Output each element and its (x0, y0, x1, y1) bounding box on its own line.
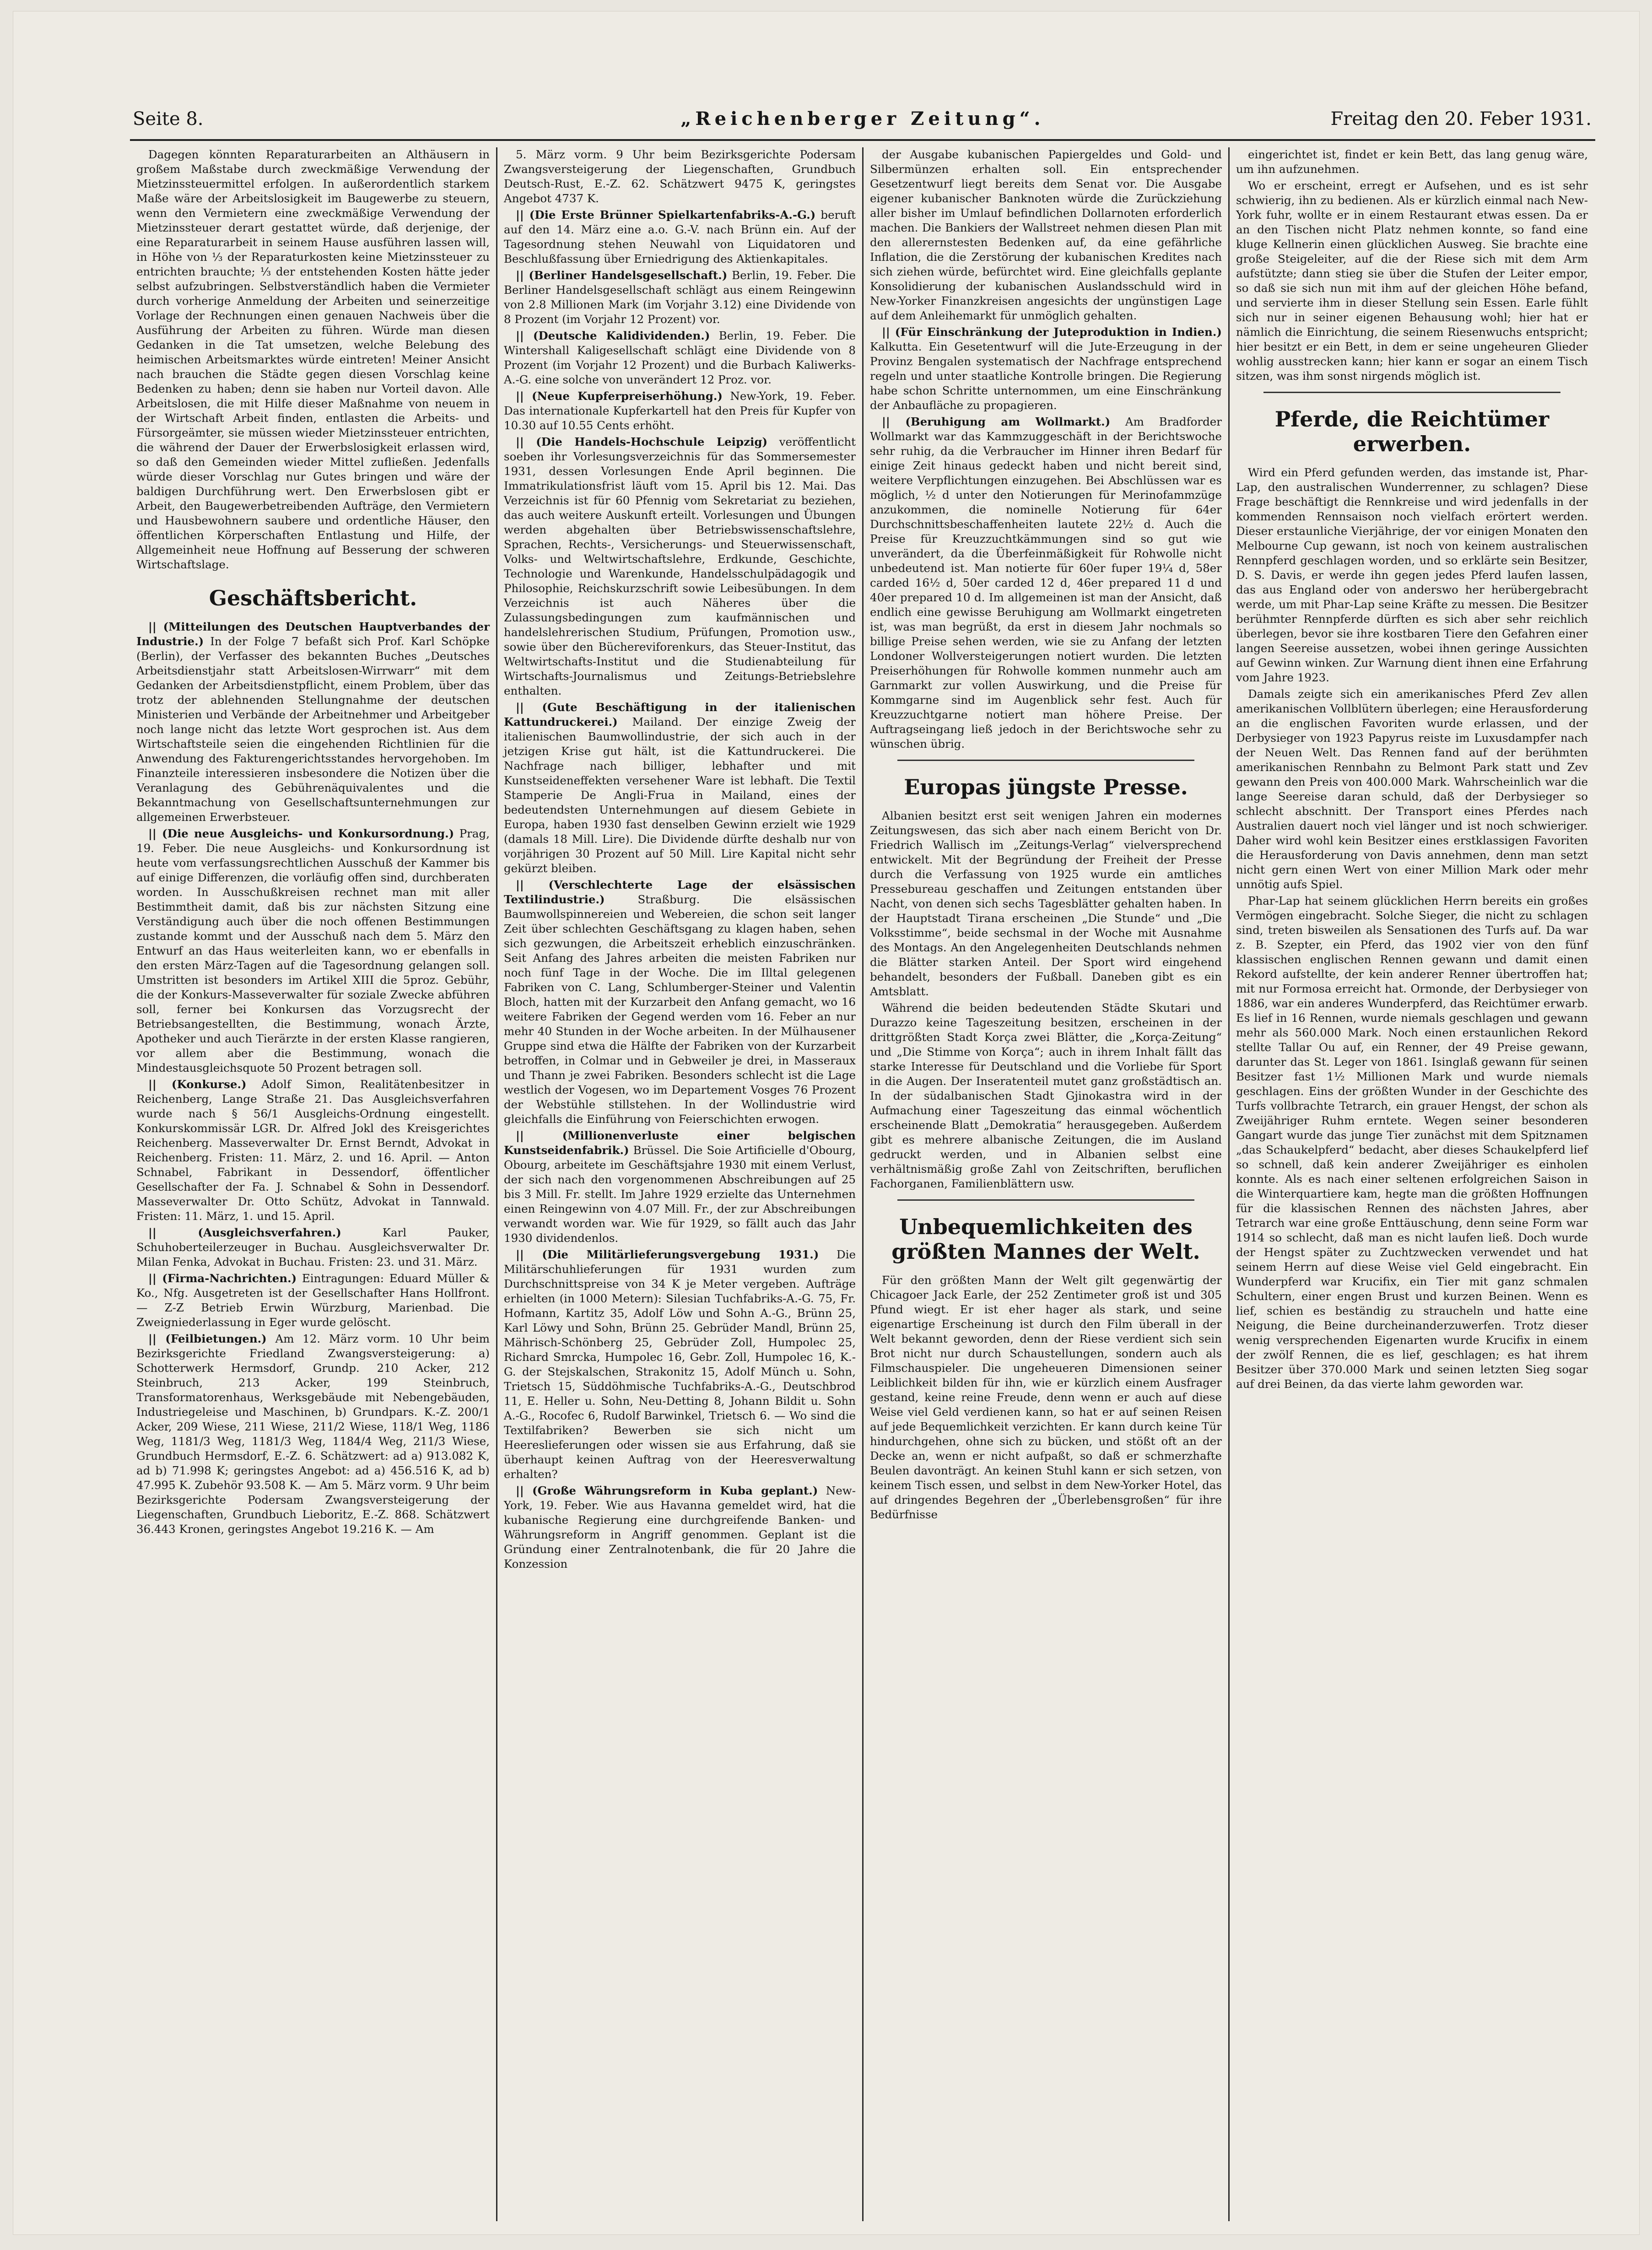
news-item (504, 208, 856, 266)
news-item-body: In der Folge 7 befaßt sich Prof. Karl Schöpke (Berlin), der Verfasser des bekannten Buches „Deutsches Arbeitsdienstjahr statt Arbeitslosen-Wirrwarr“ mit dem Gedanken der Arbeitsdienstpflicht, einem Problem, über das trotz der ablehnenden Stellungnahme der deutschen Ministerien und Verbände der Arbeitnehmer und Arbeitgeber noch lange nicht das letzte Wort gesprochen ist. Aus dem Wirtschaftsteile seien die eingehenden Richtlinien für die Anwendung des Fakturengerichtsstandes hervorgehoben. Im Finanzteile interessieren insbesondere die Notizen über die Veranlagung des Gebührenäquivalentes und die Bekanntmachung von Gesellschaftsunternehmungen zur allgemeinen Erwerbsteuer. (136, 635, 490, 824)
news-item-lead: || (Deutsche Kalidividenden.) (516, 329, 710, 342)
news-item-lead: || (Die Militärlieferungsvergebung 1931.) (516, 1248, 819, 1261)
news-item (136, 1077, 490, 1224)
news-item-body: Eintragungen: Eduard Müller & Ko., Nfg. Ausgetreten ist der Gesellschafter Hans Hollfront. — Z-Z Betrieb Erwin Würzburg, Marienbad. Die Zweigniederlassung in Eger wurde gelöscht. (136, 1272, 490, 1329)
columns (130, 147, 1595, 2221)
section-divider (1263, 392, 1560, 393)
article-paragraph: Albanien besitzt erst seit wenigen Jahren ein modernes Zeitungswesen, das sich aber nach einem Bericht von Dr. Friedrich Wallisch im „Zeitungs-Verlag“ vielversprechend entwickelt. Mit der Begründung der Freiheit der Presse durch die Verfassung von 1925 wurde ein amtliches Pressebureau geschaffen und Zeitungen entstanden über Nacht, von denen sich sechs Tagesblätter gehalten haben. In der Hauptstadt Tirana erscheinen „Die Stunde“ und „Die Volksstimme“, beide sechsmal in der Woche mit Ausnahme des Montags. An den Angelegenheiten Deutschlands nehmen die Blätter starken Anteil. Der Sport wird eingehend behandelt, besonders der Fußball. Daneben gibt es ein Amtsblatt. (870, 809, 1222, 998)
news-item-lead: || (Verschlechterte Lage der elsässischen Textilindustrie.) (504, 878, 856, 906)
column-1 (130, 147, 496, 2221)
news-item (504, 389, 856, 433)
article-heading-pferde: Pferde, die Reichtümer erwerben. (1274, 407, 1549, 456)
news-item (136, 826, 490, 1075)
news-item-lead: || (Firma-Nachrichten.) (148, 1272, 297, 1285)
news-item (504, 435, 856, 698)
page-header (130, 107, 1595, 141)
news-item (870, 415, 1222, 751)
news-item (504, 878, 856, 1127)
article-paragraph: Wo er erscheint, erregt er Aufsehen, und es ist sehr schwierig, ihn zu bedienen. Als er kürzlich einmal nach New-York fuhr, wollte er in einem Restaurant etwas essen. Da er an den Tischen nicht Platz nehmen konnte, so fand eine kluge Kellnerin einen glücklichen Ausweg. Sie brachte eine große Steigeleiter, auf die der Riese sich mit dem Arm aufstützte; dann stieg sie über die Stufen der Leiter empor, so daß sie sich nun mit ihm auf der gleichen Höhe befand, und servierte ihm in dieser Stellung sein Essen. Earle fühlt sich nur in seiner eigenen Behausung wohl; hier hat er nämlich die Einrichtung, die seinem Riesenwuchs entspricht; hier besitzt er ein Bett, in dem er seine ungeheuren Glieder wohlig ausstrecken kann; hier kann er sogar an einem Tisch sitzen, was ihm sonst nirgends möglich ist. (1236, 179, 1588, 383)
news-item: 5. März vorm. 9 Uhr beim Bezirksgerichte Podersam Zwangsversteigerung der Liegenschaften, Grundbuch Deutsch-Rust, E.-Z. 62. Schätzwert 9475 K, geringstes Angebot 4737 K. (504, 148, 856, 205)
newspaper-page (130, 107, 1595, 2221)
news-item-body: beruft auf den 14. März eine a.o. G.-V. nach Brünn ein. Auf der Tagesordnung stehen Neuwahl von Liquidatoren und Beschlußfassung über Erniedrigung des Aktienkapitales. (504, 208, 856, 265)
masthead-title: „Reichenberger Zeitung“. (680, 108, 1045, 129)
section-divider (897, 1199, 1194, 1201)
news-item-lead: || (Mitteilungen des Deutschen Hauptverbandes der Industrie.) (136, 620, 490, 648)
section-divider (897, 760, 1194, 761)
article-paragraph: Für den größten Mann der Welt gilt gegenwärtig der Chicagoer Jack Earle, der 252 Zentimeter groß ist und 305 Pfund wiegt. Er ist eher hager als stark, und seine eigenartige Erscheinung ist durch den Film überall in der Welt bekannt geworden, denn der Riese verdient sich sein Brot nicht nur durch Schaustellungen, sondern auch als Filmschauspieler. Die ungeheueren Dimensionen seiner Leiblichkeit bilden für ihn, wie er kürzlich einem Ausfrager gestand, keine reine Freude, denn wenn er auch auf diese Weise viel Geld verdienen kann, so hat er auf seinen Reisen auf jede Bequemlichkeit verzichten. Er kann durch keine Tür hindurchgehen, ohne sich zu bücken, und stößt oft an der Decke an, wenn er nicht aufpaßt, so daß er schmerzhafte Beulen davonträgt. An keinen Stuhl kann er sich setzen, von keinem Tisch essen, und selbst in dem New-Yorker Hotel, das auf dringendes Begehren der „Überlebensgroßen“ für ihre Bedürfnisse (870, 1273, 1222, 1521)
news-item (504, 268, 856, 327)
news-item-body: Berlin, 19. Feber. Die Berliner Handelsgesellschaft schlägt aus einem Reingewinn von 2.8 Millionen Mark (im Vorjahr 3.12) eine Dividende von 8 Prozent (im Vorjahr 12 Prozent) vor. (504, 269, 856, 326)
newspaper-sheet (13, 11, 1640, 2235)
news-item (136, 1271, 490, 1330)
article-heading-europas-juengste-presse: Europas jüngste Presse. (904, 775, 1188, 799)
news-item-body: Adolf Simon, Realitätenbesitzer in Reichenberg, Lange Straße 21. Das Ausgleichsverfahren wurde nach § 56/1 Ausgleichs-Ordnung eingestellt. Konkurskommissär LGR. Dr. Alfred Jokl des Kreisgerichtes Reichenberg. Masseverwalter Dr. Ernst Berndt, Advokat in Reichenberg. Fristen: 11. März, 2. und 16. April. — Anton Schnabel, Fabrikant in Dessendorf, öffentlicher Gesellschafter der Fa. J. Schnabel & Sohn in Dessendorf. Masseverwalter Dr. Otto Schütz, Advokat in Tannwald. Fristen: 11. März, 1. und 15. April. (136, 1078, 490, 1223)
news-item (504, 700, 856, 876)
news-item (504, 1128, 856, 1246)
issue-date: Freitag den 20. Feber 1931. (1330, 108, 1592, 129)
news-item-lead: || (Für Einschränkung der Juteproduktion in Indien.) (882, 325, 1222, 339)
news-item-lead: || (Feilbietungen.) (148, 1332, 267, 1345)
section-heading-geschaeftsbericht: Geschäftsbericht. (209, 586, 417, 610)
news-item (136, 1332, 490, 1537)
news-item (136, 620, 490, 825)
article-paragraph: Damals zeigte sich ein amerikanisches Pferd Zev allen amerikanischen Vollblütern überlegen; eine Herausforderung an die englischen Favoriten wurde erlassen, und der Derbysieger von 1923 Papyrus reiste im Luxusdampfer nach der Neuen Welt. Das Rennen fand auf der berühmten amerikanischen Rennbahn zu Belmont Park statt und Zev gewann den Preis von 400.000 Mark. Wahrscheinlich war die lange Seereise daran schuld, daß der Derbysieger so schlecht abschnitt. Der Transport eines Pferdes nach Australien dauert noch viel länger und ist noch schwieriger. Daher wird wohl kein Besitzer eines erstklassigen Favoriten die Herausforderung von Davis annehmen, denn man setzt nicht gern einen Wert von einer Million Mark oder mehr unnötig aufs Spiel. (1236, 687, 1588, 891)
news-item-lead: || (Millionenverluste einer belgischen Kunstseidenfabrik.) (504, 1129, 856, 1157)
news-item-body: Die Militärschuhlieferungen für 1931 wurden zum Durchschnittspreise von 34 K je Meter vergeben. Aufträge erhielten (in 1000 Metern): Silesian Tuchfabriks-A.-G. 75, Fr. Hofmann, Kartitz 35, Adolf Löw und Sohn A.-G., Brünn 25, Karl Löwy und Sohn, Brünn 25. Gebrüder Mandl, Brünn 25, Mährisch-Schönberg 25, Gebrüder Zoll, Humpolec 25, Richard Smrcka, Humpolec 16, Gebr. Zoll, Humpolec 16, K.-G. der Stejskalschen, Strakonitz 15, Adolf Münch u. Sohn, Trietsch 15, Süddöhmische Tuchfabriks-A.-G., Deutschbrod 11, E. Heller u. Sohn, Neu-Detting 8, Johann Bildit u. Sohn A.-G., Rocofec 6, Rudolf Barwinkel, Trietsch 6. — Wo sind die Textilfabriken? Bewerben sie sich nicht um Heereslieferungen oder wissen sie aus Erfahrung, daß sie überhaupt keinen Auftrag von der Heeresverwaltung erhalten? (504, 1248, 856, 1481)
article-paragraph: Wird ein Pferd gefunden werden, das imstande ist, Phar-Lap, den australischen Wunderrenner, zu schlagen? Diese Frage beschäftigt die Rennkreise und wird jedenfalls in der kommenden Rennsaison noch vielfach erörtert werden. Dieser erstaunliche Vierjährige, der vor einigen Monaten den Melbourne Cup gewann, ist noch von keinem australischen Rennpferd geschlagen worden, und so erklärte sein Besitzer, D. S. Davis, er werde ihn gegen jedes Pferd laufen lassen, das aus England oder von anderswo her herübergebracht werde, um mit Phar-Lap seine Kräfte zu messen. Die Besitzer berühmter Rennpferde dürften es sich aber sehr reichlich überlegen, bevor sie ihre kostbaren Tiere den Gefahren einer langen Seereise aussetzen, wobei ihnen geringe Aussichten auf Gewinn winken. Zur Warnung dient ihnen eine Erfahrung vom Jahre 1923. (1236, 466, 1588, 684)
news-item-lead: || (Konkurse.) (148, 1078, 247, 1091)
news-item-lead: || (Große Währungsreform in Kuba geplant.) (516, 1484, 818, 1497)
news-item-body: Straßburg. Die elsässischen Baumwollspinnereien und Webereien, die schon seit langer Zeit über schlechten Geschäftsgang zu klagen haben, sehen sich gezwungen, die Arbeitszeit erheblich einzuschränken. Seit Anfang des Jahres arbeiten die meisten Fabriken nur noch fünf Tage in der Woche. Die im Illtal gelegenen Fabriken von C. Lang, Schlumberger-Steiner und Valentin Bloch, hatten mit der Kurzarbeit den Anfang gemacht, wo 16 weitere Fabriken der Gegend werden vom 16. Feber an nur mehr 40 Stunden in der Woche arbeiten. In der Mülhausener Gruppe sind etwa die Hälfte der Fabriken von der Kurzarbeit betroffen, in Colmar und in Gebweiler je drei, in Masseraux und Thann je zwei Fabriken. Besonders schlecht ist die Lage westlich der Vogesen, wo im Departement Vosges 76 Prozent der Webstühle stillstehen. In der Wollindustrie wird gleichfalls die Einführung von Feierschichten erwogen. (504, 893, 856, 1126)
news-item-lead: || (Beruhigung am Wollmarkt.) (882, 415, 1111, 428)
news-item-lead: || (Ausgleichsverfahren.) (148, 1226, 341, 1239)
news-item-body: New-York, 19. Feber. Wie aus Havanna gemeldet wird, hat die kubanische Regierung eine durchgreifende Banken- und Währungsreform in Angriff genommen. Geplant ist die Gründung einer Zentralnotenbank, die für 20 Jahre die Konzession (504, 1484, 856, 1570)
article-paragraph: Während die beiden bedeutenden Städte Skutari und Durazzo keine Tageszeitung besitzen, erscheinen in der drittgrößten Stadt Korça zwei Blätter, die „Korça-Zeitung“ und „Die Stimme von Korça“; auch in ihrem Inhalt fällt das starke Interesse für Deutschland und die Vorliebe für Sport in die Augen. Der Inseratenteil mutet ganz großstädtisch an. In der südalbanischen Stadt Gjinokastra wird in der Aufmachung einer Tageszeitung das einmal wöchentlich erscheinende Blatt „Demokratia“ herausgegeben. Außerdem gibt es mehrere albanische Zeitungen, die im Ausland gedruckt werden, und in Albanien selbst eine verhältnismäßig große Zahl von Zeitschriften, beruflichen Fachorganen, Familienblättern usw. (870, 1001, 1222, 1190)
news-item-body: New-York, 19. Feber. Das internationale Kupferkartell hat den Preis für Kupfer von 10.30 auf 10.55 Cents erhöht. (504, 389, 856, 432)
news-item-lead: || (Berliner Handelsgesellschaft.) (516, 269, 728, 282)
news-item-lead: || (Neue Kupferpreiserhöhung.) (516, 389, 723, 403)
news-item-body: Kalkutta. Ein Gesetentwurf will die Jute-Erzeugung in der Provinz Bengalen systematisch der Nachfrage entsprechend regeln und unter staatliche Kontrolle bringen. Die Regierung habe schon Schritte unternommen, um eine Einschränkung der Anbaufläche zu propagieren. (870, 340, 1222, 412)
news-item-body: Berlin, 19. Feber. Die Wintershall Kaligesellschaft schlägt eine Dividende von 8 Prozent (im Vorjahr 12 Prozent) und die Burbach Kaliwerks-A.-G. eine solche von unverändert 12 Proz. vor. (504, 329, 856, 386)
news-item: der Ausgabe kubanischen Papiergeldes und Gold- und Silbermünzen erhalten soll. Ein entsprechender Gesetzentwurf liegt bereits dem Senat vor. Die Ausgabe eigener kubanischer Banknoten würde die Zurückziehung aller bisher im Umlauf befindlichen Dollarnoten erforderlich machen. Die Bankiers der Wallstreet nehmen diesen Plan mit den allerernstesten Bedenken auf, da eine gefährliche Inflation, die die Zerstörung der kubanischen Kredites nach sich ziehen würde, befürchtet wird. Eine gleichfalls geplante Konsolidierung der kubanischen Auslandsschuld wird in New-Yorker Finanzkreisen angesichts der ungünstigen Lage auf dem Anleihemarkt für unmöglich gehalten. (870, 148, 1222, 322)
article-paragraph: Phar-Lap hat seinem glücklichen Herrn bereits ein großes Vermögen eingebracht. Solche Sieger, die nicht zu schlagen sind, treten bisweilen als Sensationen des Turfs auf. Da war z. B. Szepter, ein Pferd, das 1902 vier von den fünf klassischen englischen Rennen gewann und damit einen Rekord aufstellte, der kein anderer Renner übertroffen hat; mit nur Formosa erreicht hat. Ormonde, der Derbysieger von 1886, war ein anderes Wunderpferd, das Reichtümer erwarb. Es lief in 16 Rennen, wurde niemals geschlagen und gewann mehr als 560.000 Mark. Noch einen erstaunlichen Rekord stellte Tallar Ou auf, ein Renner, der 49 Preise gewann, darunter das St. Leger von 1861. Isinglaß gewann für seinen Besitzer fast 1½ Millionen Mark und wurde niemals geschlagen. Eins der größten Wunder in der Geschichte des Turfs vollbrachte Tetrarch, ein grauer Hengst, der schon als Zweijähriger Ruhm erntete. Wegen seiner besonderen Gangart wurde das junge Tier zunächst mit dem Spitznamen „das Schaukelpferd“ bedacht, aber dieses Schaukelpferd lief so schnell, daß kein anderer Zweijähriger es einholen konnte. Als es nach einer seltenen erfolgreichen Saison in die Winterquartiere kam, hegte man die größten Hoffnungen für die klassischen Rennen des nächsten Jahres, aber Tetrarch war eine große Enttäuschung, denn seine Form war 1914 so schlecht, daß man es nicht laufen ließ. Doch wurde der Hengst später zu Zuchtzwecken verwendet und hat seinem Herrn auf diese Weise viel Geld eingebracht. Ein Wunderpferd war Krucifix, ein Tier mit ganz schmalen Schultern, einer engen Brust und kurzen Beinen. Wenn es lief, schien es beständig zu straucheln und hatte eine Neigung, die Beine durcheinanderzuwerfen. Trotz dieser wenig versprechenden Eigenarten wurde Krucifix in einem der zwölf Rennen, die es lief, geschlagen; es hat ihrem Besitzer über 370.000 Mark und seinen letzten Sieg sogar auf drei Beinen, da das vierte lahm geworden war. (1236, 894, 1588, 1391)
news-item-body: Am Bradforder Wollmarkt war das Kammzuggeschäft in der Berichtswoche sehr ruhig, da die Verbraucher im Hinner ihren Bedarf für einige Zeit hinaus gedeckt haben und nicht bereit sind, weitere Verpflichtungen einzugehen. Bei Abschlüssen war es möglich, ½ d unter den Notierungen für Merinofammzüge anzukommen, die nominelle Notierung für 64er Durchschnittsbeschaffenheiten lautete 22½ d. Auch die Preise für Kreuzzuchtkämmungen sind so gut wie unverändert, da die Überfeinmäßigkeit für Rohwolle nicht unbedeutend ist. Man notierte für 60er fuper 19¼ d, 58er carded 16½ d, 50er carded 12 d, 46er prepared 11 d und 40er prepared 10 d. Im allgemeinen ist man der Ansicht, daß endlich eine gewisse Beruhigung am Wollmarkt eingetreten ist, was man begrüßt, da erst in diesem Jahr nochmals so billige Preise sehen werden, wie sie zu Anfang der letzten Londoner Wollversteigerungen notiert wurden. Die letzten Preiserhöhungen für Rohwolle kommen nunmehr auch am Garnmarkt zur vollen Auswirkung, und die Preise für Kommgarne sind im Augenblick sehr fest. Auch für Kreuzzuchtgarne notiert man höhere Preise. Der Auftragseingang ließ jedoch in der Berichtswoche sehr zu wünschen übrig. (870, 415, 1222, 750)
article-paragraph: eingerichtet ist, findet er kein Bett, das lang genug wäre, um ihn aufzunehmen. (1236, 148, 1588, 176)
news-item-body: Am 12. März vorm. 10 Uhr beim Bezirksgerichte Friedland Zwangsversteigerung: a) Schotterwerk Hermsdorf, Grundp. 210 Acker, 212 Steinbruch, 213 Acker, 199 Steinbruch, Transformatorenhaus, Werksgebäude mit Nebengebäuden, Industriegeleise und Maschinen, b) Grundpars. K.-Z. 200/1 Acker, 209 Wiese, 211 Wiese, 211/2 Wiese, 118/1 Weg, 1186 Weg, 1181/3 Weg, 1181/3 Weg, 1184/4 Weg, 211/3 Wiese, Grundbuch Hermsdorf, E.-Z. 6. Schätzwert: ad a) 913.082 K, ad b) 71.998 K; geringstes Angebot: ad a) 456.516 K, ad b) 47.995 K. Zubehör 93.508 K. — Am 5. März vorm. 9 Uhr beim Bezirksgerichte Podersam Zwangsversteigerung der Liegenschaften, Grundbuch Lieboritz, E.-Z. 868. Schätzwert 36.443 Kronen, geringstes Angebot 19.216 K. — Am (136, 1332, 490, 1536)
column-4 (1228, 147, 1594, 2221)
news-item-body: Karl Pauker, Schuhoberteilerzeuger in Buchau. Ausgleichsverwalter Dr. Milan Fenka, Advokat in Buchau. Fristen: 23. und 31. März. (136, 1226, 490, 1268)
news-item-lead: || (Die neue Ausgleichs- und Konkursordnung.) (148, 827, 454, 840)
news-item (136, 1225, 490, 1269)
news-item-body: Prag, 19. Feber. Die neue Ausgleichs- und Konkursordnung ist heute vom verfassungsrechtlichen Ausschuß der Kammer bis auf einige Differenzen, die vorläufig offen sind, durchberaten worden. In Ausschußkreisen rechnet man mit aller Bestimmtheit damit, daß bis zur nächsten Sitzung eine Verständigung auch über die noch offenen Bestimmungen zustande kommt und der Ausschuß nach dem 5. März den Entwurf an das Haus weiterleiten kann, wo er ebenfalls in den ersten März-Tagen auf die Tagesordnung gelangen soll. Umstritten ist besonders im Artikel XIII die 5proz. Gebühr, die der Konkurs-Masseverwalter für soziale Zwecke abführen soll, ferner bei Konkursen das Vorzugsrecht der Betriebsangestellten, die Bestimmung, wonach Ärzte, Apotheker und auch Tierärzte in der ersten Klasse rangieren, vor allem aber die Bestimmung, wonach die Mindestausgleichsquote 50 Prozent betragen soll. (136, 827, 490, 1074)
news-item-body: Mailand. Der einzige Zweig der italienischen Baumwollindustrie, der sich auch in der jetzigen Krise gut hält, ist die Kattundruckerei. Die Nachfrage nach billiger, lebhafter und mit Kunstseideneffekten versehener Ware ist lebhaft. Die Textil Stamperie De Angli-Frua in Mailand, eines der bedeutendsten Unternehmungen auf diesem Gebiete in Europa, haben 1930 fast denselben Gewinn erzielt wie 1929 (damals 18 Mill. Lire). Die Dividende dürfte deshalb nur von vorjährigen 30 Prozent auf 50 Mill. Lire Kapital nicht sehr gekürzt bleiben. (504, 715, 856, 875)
news-item (504, 329, 856, 387)
news-item-lead: || (Die Handels-Hochschule Leipzig) (516, 435, 768, 448)
article-heading-groesster-mann: Unbequemlichkeiten des größten Mannes der Welt. (891, 1214, 1200, 1264)
news-item (870, 325, 1222, 413)
news-item (504, 1247, 856, 1482)
news-item-lead: || (Gute Beschäftigung in der italienischen Kattundruckerei.) (504, 701, 856, 728)
column-3 (862, 147, 1228, 2221)
article-paragraph: Dagegen könnten Reparaturarbeiten an Althäusern in großem Maßstabe durch zweckmäßige Verwendung der Mietzinssteuermittel erfolgen. In außerordentlich starkem Maße wäre der Arbeitslosigkeit im Baugewerbe zu steuern, wenn den Vermietern eine zweckmäßige Verwendung der Mietzinssteuer derart gestattet würde, daß derjenige, der eine Reparaturarbeit in seinem Hause ausführen lassen will, in Höhe von ⅓ der Reparaturkosten keine Mietzinssteuer zu entrichten brauchte; ⅓ der entstehenden Kosten hätte jeder selbst aufzubringen. Selbstverständlich haben die Vermieter durch vorherige Anmeldung der Arbeiten und seinerzeitige Vorlage der Rechnungen einen genauen Nachweis über die Ausführung der Arbeiten zu führen. Würde man diesen Gedanken in die Tat umsetzen, welche Belebung des heimischen Arbeitsmarktes würde eintreten! Meiner Ansicht nach brauchen die Städte gegen diesen Vorschlag keine Bedenken zu haben; denn sie haben nur Vorteil davon. Alle Arbeitslosen, die mit Hilfe dieser Maßnahme von neuem in der Wirtschaft Arbeit finden, entlasten die Arbeits- und Fürsorgeämter, sie müssen wieder Mietzinssteuer entrichten, die während der Dauer der Erwerbslosigkeit erlassen wird, so daß den Gemeinden wieder Mittel zufließen. Jedenfalls würde dieser Vorschlag nur Gutes bringen und wäre der baldigen Durchführung wert. Den Erwerbslosen gibt er Arbeit, den Baugewerbetreibenden Aufträge, den Vermietern und Hausbewohnern saubere und ordentliche Häuser, den öffentlichen Körperschaften Entlastung und Hilfe, der Allgemeinheit neue Hoffnung auf Besserung der schweren Wirtschaftslage. (136, 148, 490, 571)
page-number: Seite 8. (133, 108, 204, 129)
news-item-body: veröffentlicht soeben ihr Vorlesungsverzeichnis für das Sommersemester 1931, dessen Vorlesungen Ende April beginnen. Die Immatrikulationsfrist läuft vom 15. April bis 12. Mai. Das Verzeichnis ist für 60 Pfennig vom Sekretariat zu beziehen, das auch weitere Auskunft erteilt. Vorlesungen und Übungen werden abgehalten über Betriebswissenschaftslehre, Sprachen, Rechts-, Versicherungs- und Steuerwissenschaft, Volks- und Weltwirtschaftslehre, Erdkunde, Geschichte, Technologie und Warenkunde, Handelsschulpädagogik und Philosophie, Reichskurzschrift sowie Leibesübungen. In dem Verzeichnis ist auch Näheres über die Zulassungsbedingungen zum kaufmännischen und handelslehrerischen Studium, Prüfungen, Promotion usw., sowie über den Büchereviforenkurs, das Steuer-Institut, das Weltwirtschafts-Institut und die Studienabteilung für Wirtschafts-Journalismus und Zeitungs-Betriebslehre enthalten. (504, 435, 856, 697)
column-2 (496, 147, 862, 2221)
news-item-body: Brüssel. Die Soie Artificielle d'Obourg, Obourg, arbeitete im Geschäftsjahre 1930 mit einem Verlust, der sich nach den vorgenommenen Abschreibungen auf 25 bis 3 Mill. Fr. stellt. Im Jahre 1929 erzielte das Unternehmen einen Reingewinn von 4.07 Mill. Fr., der zur Abschreibungen verwandt worden war. Wie für 1929, so fällt auch das Jahr 1930 dividendenlos. (504, 1144, 856, 1245)
news-item-lead: || (Die Erste Brünner Spielkartenfabriks-A.-G.) (516, 208, 816, 221)
news-item (504, 1484, 856, 1571)
